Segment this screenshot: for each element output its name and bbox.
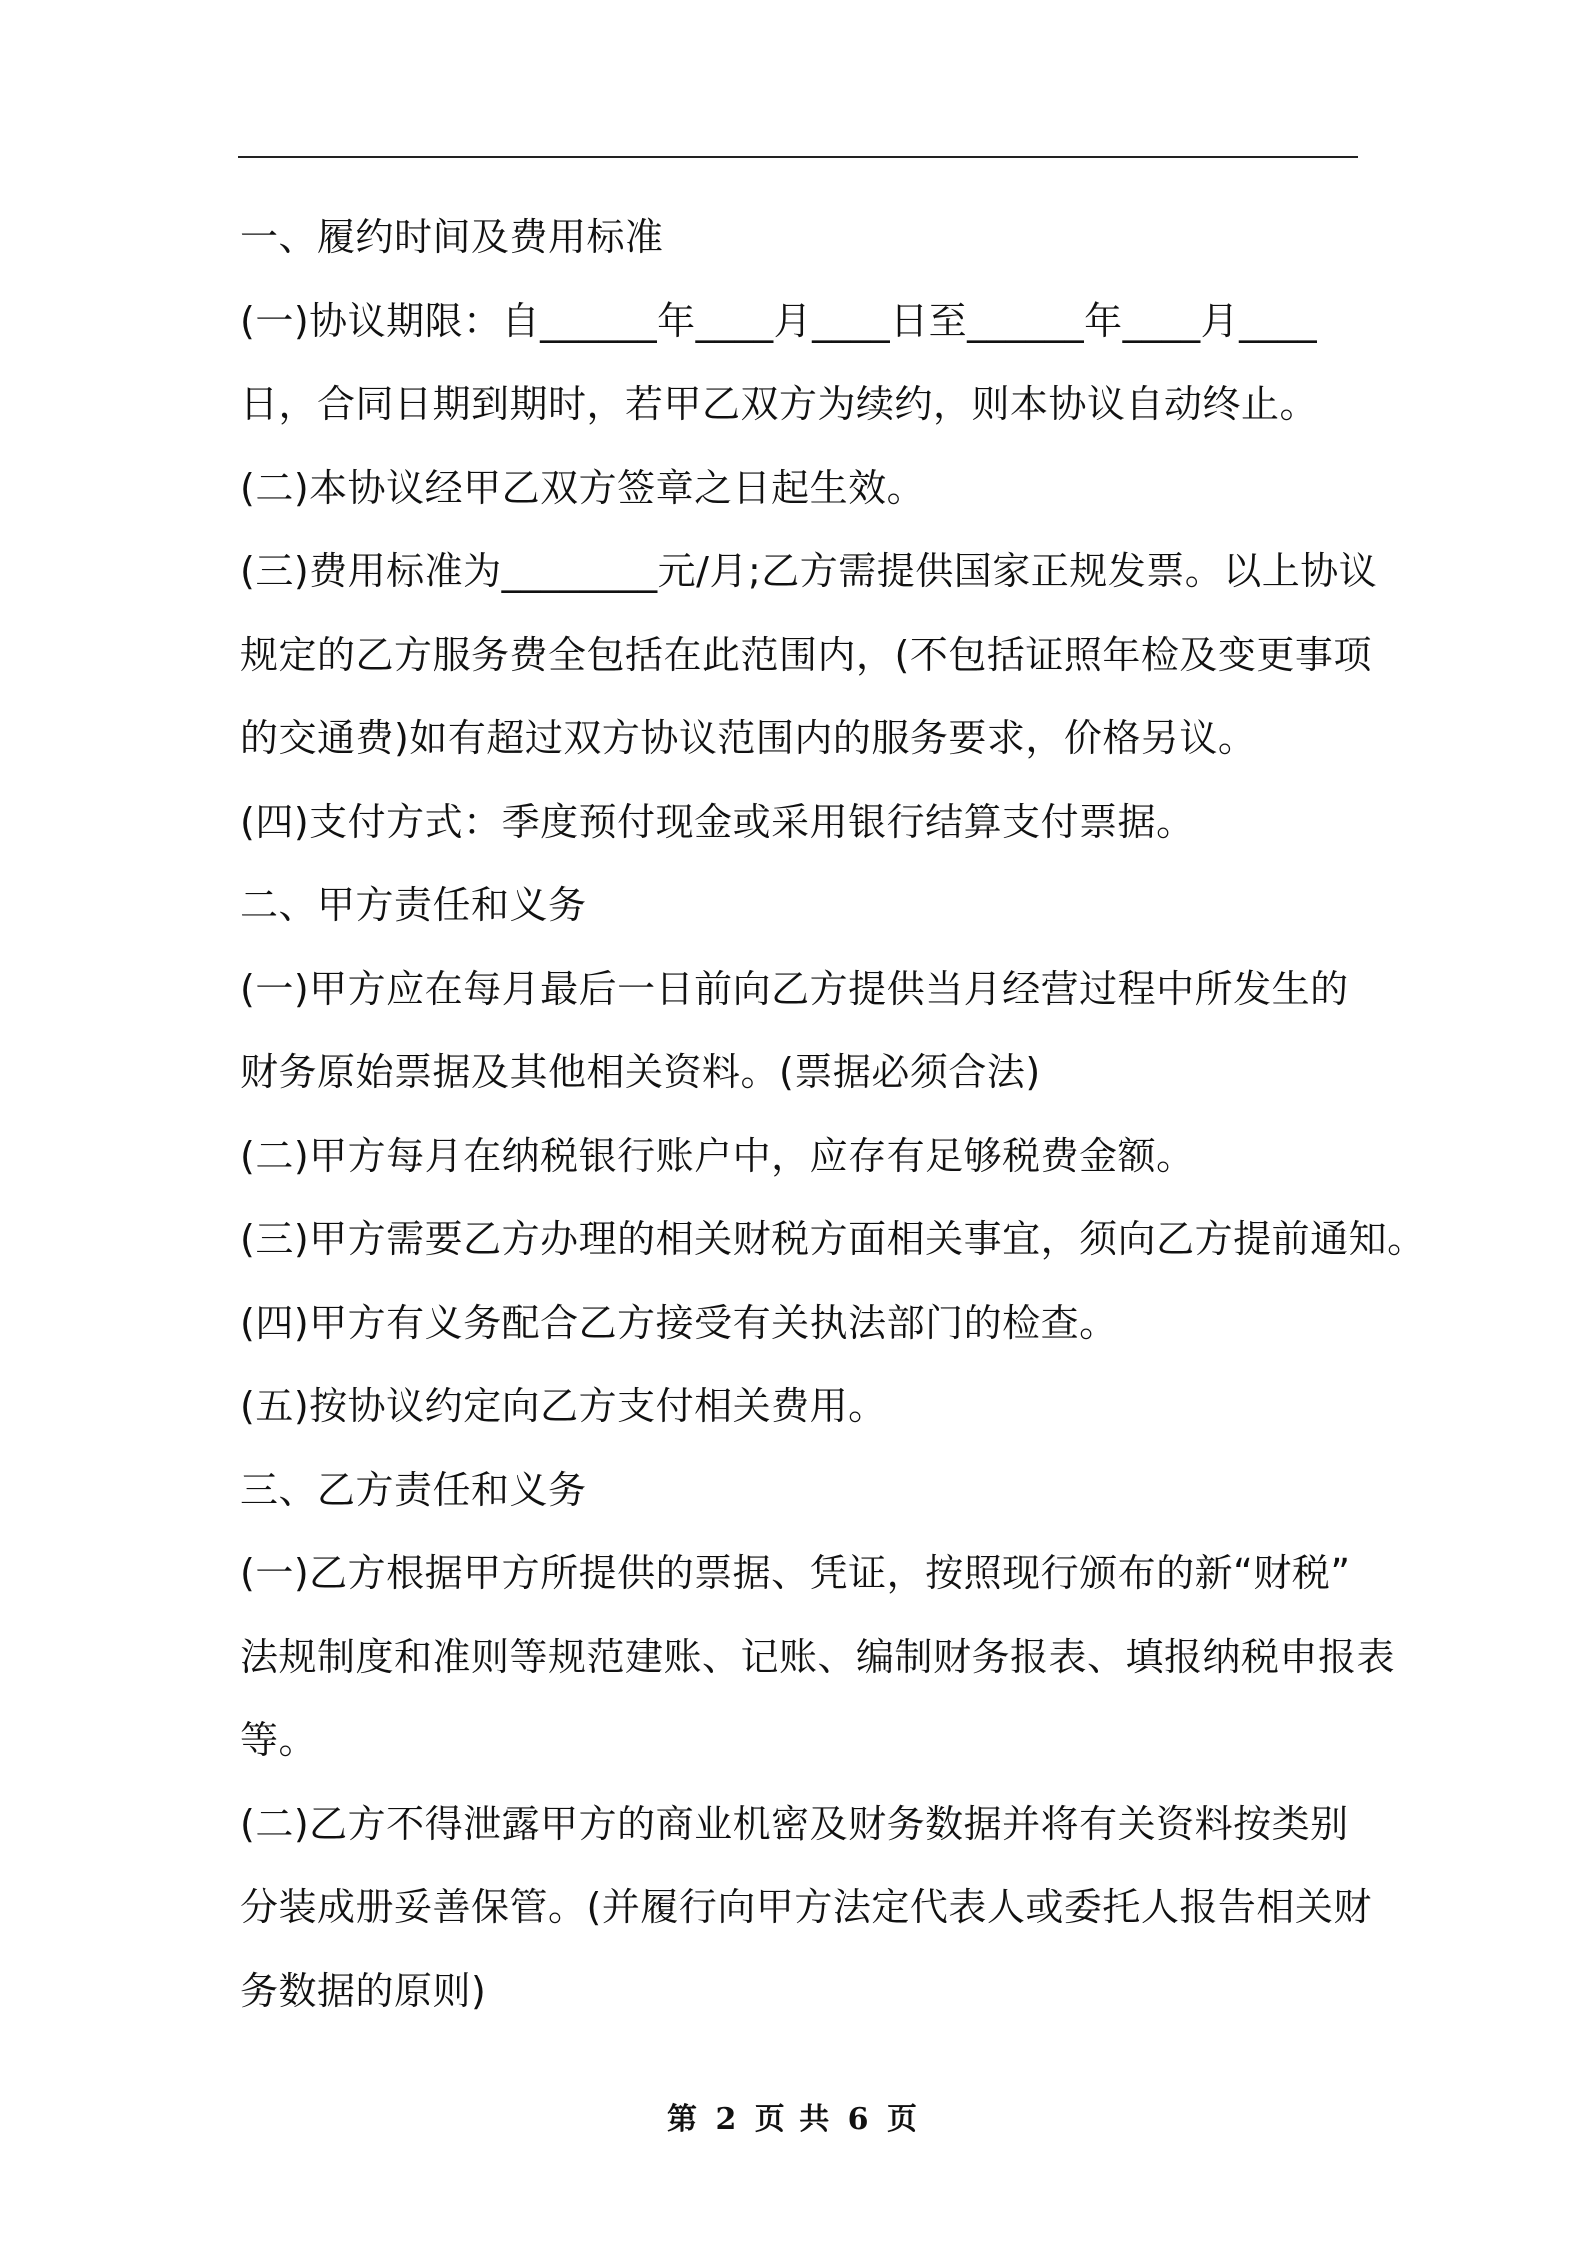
text-line: 日，合同日期到期时，若甲乙双方为续约，则本协议自动终止。 bbox=[240, 382, 1319, 426]
footer-suffix: 页 bbox=[887, 2102, 919, 2137]
text-line: (一)甲方应在每月最后一日前向乙方提供当月经营过程中所发生的 bbox=[240, 966, 1349, 1011]
section-heading-1: 一、履约时间及费用标准 bbox=[240, 215, 664, 259]
text-line: (三)费用标准为________元/月;乙方需提供国家正规发票。以上协议 bbox=[240, 549, 1378, 593]
page-footer bbox=[0, 2094, 1586, 2138]
text-line: 财务原始票据及其他相关资料。(票据必须合法) bbox=[240, 1050, 1041, 1094]
text-line: 分装成册妥善保管。(并履行向甲方法定代表人或委托人报告相关财 bbox=[240, 1885, 1372, 1929]
text-line: (三)甲方需要乙方办理的相关财税方面相关事宜，须向乙方提前通知。 bbox=[240, 1217, 1426, 1261]
text-line: 法规制度和准则等规范建账、记账、编制财务报表、填报纳税申报表 bbox=[240, 1634, 1396, 1679]
footer-middle: 页 共 bbox=[754, 2102, 832, 2137]
footer-current-page: 2 bbox=[715, 2102, 739, 2137]
footer-prefix: 第 bbox=[666, 2102, 699, 2137]
text-line: (二)本协议经甲乙双方签章之日起生效。 bbox=[240, 465, 926, 510]
text-line: (五)按协议约定向乙方支付相关费用。 bbox=[240, 1384, 887, 1428]
document-body bbox=[240, 196, 1426, 2033]
footer-total-pages: 6 bbox=[847, 2102, 871, 2137]
text-line: (一)乙方根据甲方所提供的票据、凭证，按照现行颁布的新“财税” bbox=[240, 1551, 1351, 1595]
text-line: (二)乙方不得泄露甲方的商业机密及财务数据并将有关资料按类别 bbox=[240, 1801, 1349, 1846]
text-line: (四)支付方式：季度预付现金或采用银行结算支付票据。 bbox=[240, 799, 1195, 844]
section-heading-2: 二、甲方责任和义务 bbox=[240, 883, 587, 927]
text-line: (四)甲方有义务配合乙方接受有关执法部门的检查。 bbox=[240, 1300, 1118, 1345]
text-line: 等。 bbox=[240, 1718, 318, 1762]
text-line: (一)协议期限：自______年____月____日至______年____月____ bbox=[240, 298, 1318, 343]
text-line: 的交通费)如有超过双方协议范围内的服务要求，价格另议。 bbox=[240, 716, 1257, 760]
text-line: 务数据的原则) bbox=[240, 1968, 487, 2013]
text-line: 规定的乙方服务费全包括在此范围内，(不包括证照年检及变更事项 bbox=[240, 632, 1372, 677]
section-heading-3: 三、乙方责任和义务 bbox=[240, 1467, 587, 1512]
text-line: (二)甲方每月在纳税银行账户中，应存有足够税费金额。 bbox=[240, 1133, 1195, 1178]
header-rule bbox=[238, 156, 1358, 158]
